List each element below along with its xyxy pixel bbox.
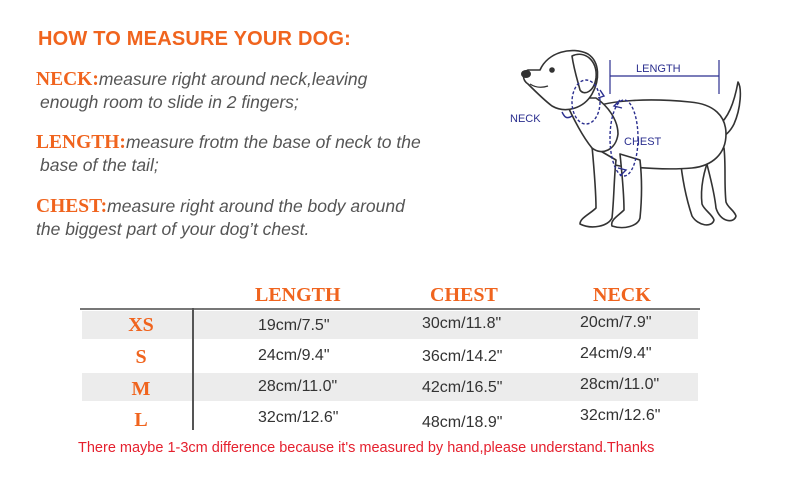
length-text-line2: base of the tail; (40, 155, 159, 175)
chest-text-line1: measure right around the body around (107, 196, 405, 216)
dog-nose (521, 70, 531, 78)
length-instruction (36, 131, 421, 176)
table-row (82, 404, 698, 432)
table-header-length: LENGTH (255, 284, 341, 306)
table-row (82, 342, 698, 370)
size-label: L (134, 409, 148, 431)
length-cell: 24cm/9.4" (258, 347, 330, 364)
chest-text-line2: the biggest part of your dog’t chest. (36, 219, 310, 239)
table-header-chest: CHEST (430, 284, 498, 306)
table-top-rule (80, 308, 700, 310)
chest-label: CHEST (624, 136, 662, 148)
dog-measurement-diagram (500, 38, 750, 238)
neck-text-line1: measure right around neck,leaving (98, 69, 368, 89)
disclaimer-note: There maybe 1-3cm difference because it's measured by hand,please understand.Thanks (78, 440, 655, 456)
chest-cell: 48cm/18.9" (422, 414, 503, 431)
chest-cell: 36cm/14.2" (422, 348, 503, 365)
length-cell: 32cm/12.6" (258, 409, 339, 426)
page-title: HOW TO MEASURE YOUR DOG: (38, 28, 351, 50)
chest-cell: 30cm/11.8" (422, 315, 502, 332)
length-cell: 19cm/7.5" (258, 317, 330, 334)
size-label: M (131, 378, 151, 400)
dog-eye (549, 67, 555, 73)
neck-cell: 28cm/11.0" (580, 376, 660, 393)
neck-text-line2: enough room to slide in 2 fingers; (40, 92, 299, 112)
table-row (82, 373, 698, 401)
neck-key: NECK: (36, 69, 99, 90)
chest-instruction (36, 195, 405, 240)
length-key: LENGTH: (36, 132, 126, 153)
neck-cell: 20cm/7.9" (580, 314, 652, 331)
size-label: S (135, 346, 147, 368)
neck-cell: 24cm/9.4" (580, 345, 652, 362)
table-divider (192, 308, 194, 430)
neck-cell: 32cm/12.6" (580, 407, 661, 424)
dog-front-leg (580, 146, 616, 227)
chest-key: CHEST: (36, 196, 108, 217)
table-header-neck: NECK (593, 284, 651, 306)
length-cell: 28cm/11.0" (258, 378, 338, 395)
length-label: LENGTH (636, 63, 681, 75)
size-label: XS (128, 314, 154, 336)
table-row (82, 311, 698, 339)
neck-instruction (36, 68, 367, 113)
neck-label: NECK (510, 113, 541, 125)
length-text-line1: measure frotm the base of neck to the (125, 132, 421, 152)
chest-cell: 42cm/16.5" (422, 379, 503, 396)
